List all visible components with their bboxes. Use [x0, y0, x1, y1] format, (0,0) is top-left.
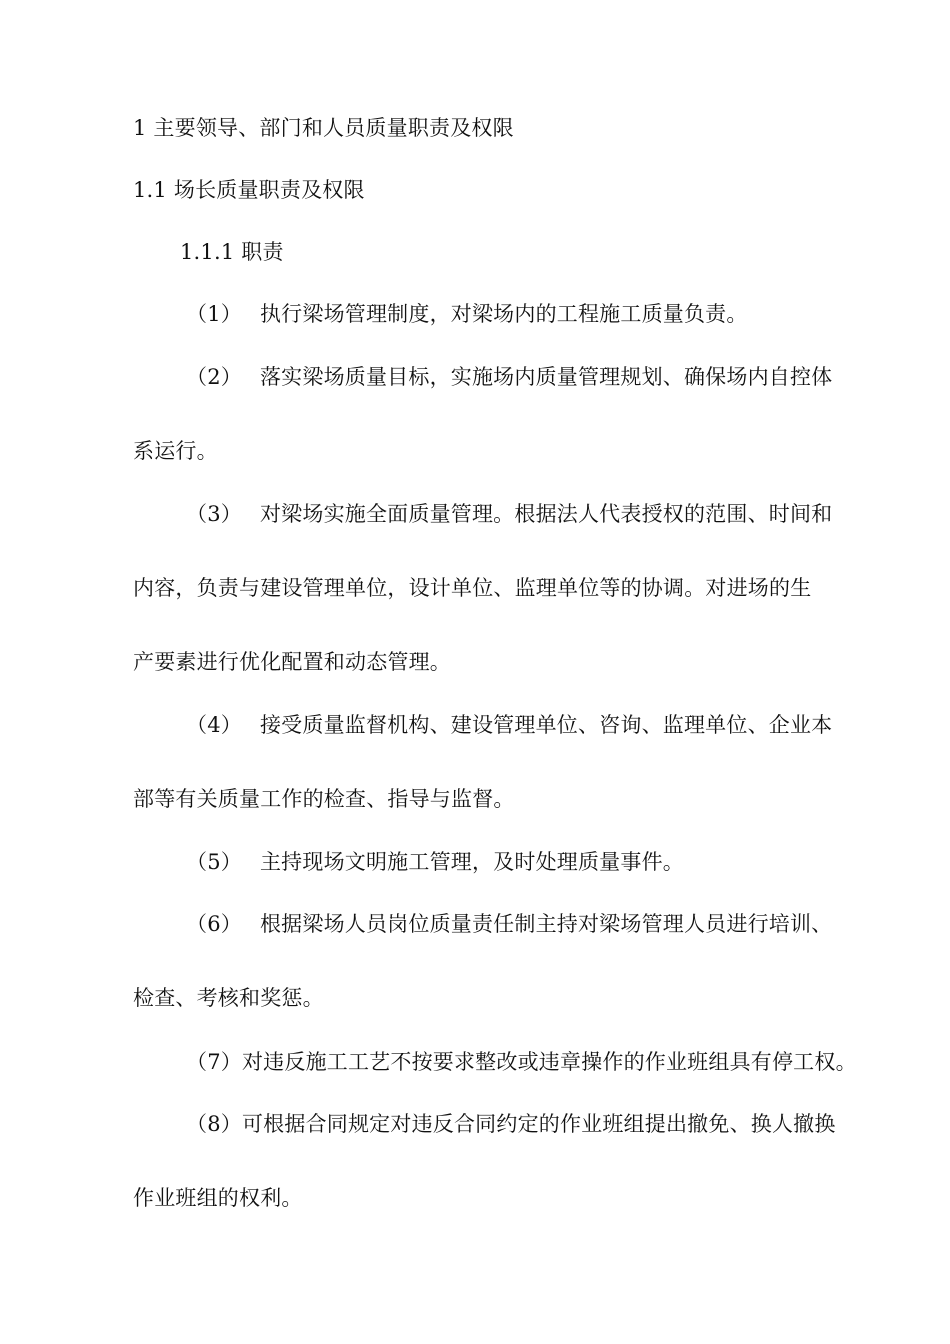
item-continuation: 系运行。 [133, 439, 218, 463]
list-item [186, 363, 946, 391]
heading-1: 1 主要领导、部门和人员质量职责及权限 [133, 116, 514, 140]
list-item [186, 1110, 946, 1138]
item-text: 接受质量监督机构、建设管理单位、咨询、监理单位、企业本 [259, 713, 833, 737]
item-number: （4） [186, 713, 242, 737]
item-continuation: 内容，负责与建设管理单位，设计单位、监理单位等的协调。对进场的生 [133, 576, 812, 600]
item-number: （1） [186, 302, 242, 326]
list-item [186, 1048, 946, 1076]
list-item [186, 300, 946, 328]
item-text: 主持现场文明施工管理，及时处理质量事件。 [259, 850, 684, 874]
item-number: （6） [186, 912, 242, 936]
item-continuation: 产要素进行优化配置和动态管理。 [133, 650, 451, 674]
item-number: （3） [186, 502, 242, 526]
item-text: 根据梁场人员岗位质量责任制主持对梁场管理人员进行培训、 [259, 912, 833, 936]
heading-2: 1.1 场长质量职责及权限 [133, 178, 365, 202]
item-number: （7） [186, 1050, 242, 1074]
item-number: （5） [186, 850, 242, 874]
list-item [186, 500, 946, 528]
item-number: （2） [186, 365, 242, 389]
item-continuation: 检查、考核和奖惩。 [133, 986, 324, 1010]
item-text: 对梁场实施全面质量管理。根据法人代表授权的范围、时间和 [259, 502, 833, 526]
item-text: 对违反施工工艺不按要求整改或违章操作的作业班组具有停工权。 [241, 1050, 857, 1074]
list-item [186, 711, 946, 739]
item-continuation: 作业班组的权利。 [133, 1186, 303, 1210]
list-item [186, 910, 946, 938]
item-text: 可根据合同规定对违反合同约定的作业班组提出撤免、换人撤换 [241, 1112, 836, 1136]
heading-3: 1.1.1 职责 [180, 240, 284, 264]
item-text: 执行梁场管理制度，对梁场内的工程施工质量负责。 [259, 302, 748, 326]
item-number: （8） [186, 1112, 242, 1136]
item-text: 落实梁场质量目标，实施场内质量管理规划、确保场内自控体 [259, 365, 833, 389]
item-continuation: 部等有关质量工作的检查、指导与监督。 [133, 787, 515, 811]
list-item [186, 848, 946, 876]
